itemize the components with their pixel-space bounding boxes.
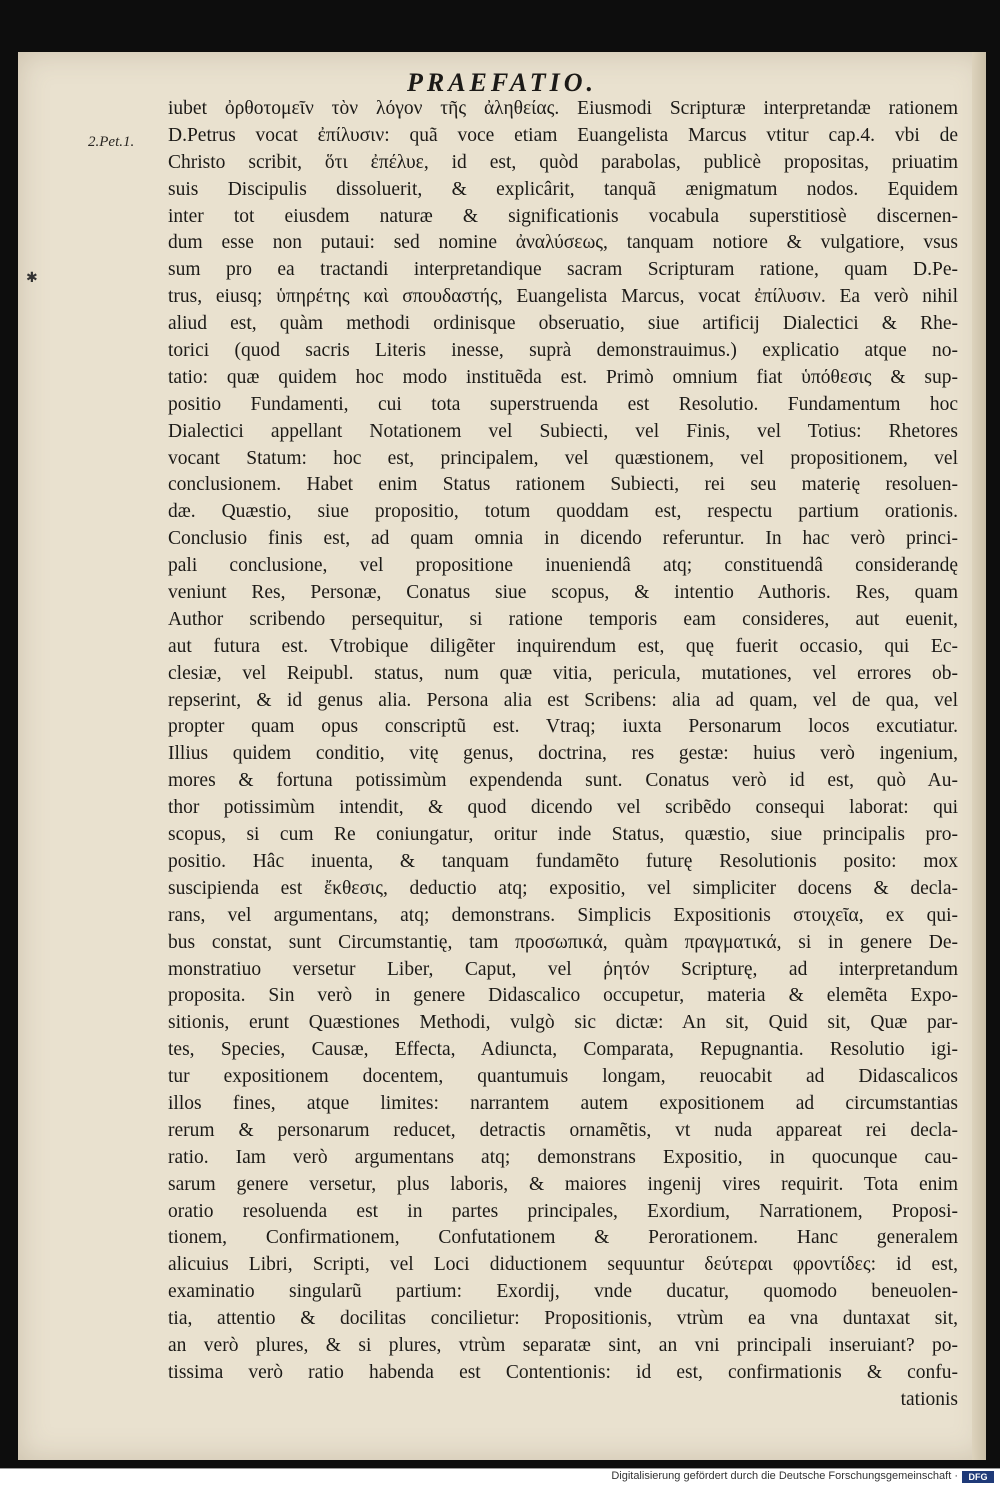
text-line: examinatio singularũ partium: Exordij, vnde ducatur, quomodo beneuolen- <box>168 1281 958 1303</box>
page-edge <box>972 52 986 1460</box>
text-line: Dialectici appellant Notationem vel Subiecti, vel Finis, vel Totius: Rhetores <box>168 420 958 442</box>
text-line: suis Discipulis dissoluerit, & explicârit, tanquã ænigmatum nodos. Equidem <box>168 178 958 200</box>
text-line: tur expositionem docentem, quantumuis longam, reuocabit ad Didascalicos <box>168 1066 958 1088</box>
text-line: ratio. Iam verò argumentans atq; demonstrans Expositio, in quocunque cau- <box>168 1146 958 1168</box>
text-line: Illius quidem conditio, vitę genus, doctrina, res gestæ: huius verò ingenium, <box>168 743 958 765</box>
text-line: positio Fundamenti, cui tota superstruenda est Resolutio. Fundamentum hoc <box>168 393 958 415</box>
text-line: an verò plures, & si plures, vtrùm separatæ sint, an vni principali inseruiant? po- <box>168 1334 958 1356</box>
text-line: proposita. Sin verò in genere Didascalico occupetur, materia & elemẽta Expo- <box>168 985 958 1007</box>
text-line: pali conclusione, vel propositione inueniendâ atq; constituendâ considerandę <box>168 555 958 577</box>
text-line: vocant Statum: hoc est, principalem, vel quæstionem, vel propositionem, vel <box>168 447 958 469</box>
text-line: aliud est, quàm methodi ordinisque obseruatio, siue artificij Dialectici & Rhe- <box>168 313 958 335</box>
body-text <box>168 96 958 1414</box>
text-line: monstratiuo versetur Liber, Caput, vel ῥητόν Scripturę, ad interpretandum <box>168 958 958 980</box>
text-line: mores & fortuna potissimùm expendenda sunt. Conatus verò id est, quò Au- <box>168 770 958 792</box>
margin-mark-icon: ✱ <box>26 271 38 286</box>
text-line: sarum genere versetur, plus laboris, & maiores ingenij vires requirit. Tota enim <box>168 1173 958 1195</box>
text-line: tes, Species, Causæ, Effecta, Adiuncta, Comparata, Repugnantia. Resolutio igi- <box>168 1039 958 1061</box>
text-line: illos fines, atque limites: narrantem autem expositionem ad circumstantias <box>168 1092 958 1114</box>
text-line: scopus, si cum Re coniungatur, oritur inde Status, quæstio, siue principalis pro- <box>168 824 958 846</box>
text-line: inter tot eiusdem naturæ & significationis vocabula superstitiosè discernen- <box>168 205 958 227</box>
text-line: veniunt Res, Personæ, Conatus siue scopus, & intentio Authoris. Res, quam <box>168 582 958 604</box>
text-line: dæ. Quæstio, siue propositio, totum quoddam est, respectu partium orationis. <box>168 501 958 523</box>
text-line: tationis <box>900 1388 958 1410</box>
text-line: positio. Hâc inuenta, & tanquam fundamẽto futurę Resolutionis posito: mox <box>168 850 958 872</box>
text-line: sum pro ea tractandi interpretandique sacram Scripturam ratione, quam D.Pe- <box>168 259 958 281</box>
running-head: PRAEFATIO. <box>406 68 598 97</box>
text-line: conclusionem. Habet enim Status rationem Subiecti, rei seu materię resoluen- <box>168 474 958 496</box>
text-line: suscipienda est ἔκθεσις, deductio atq; expositio, vel simpliciter docens & decla- <box>168 877 958 899</box>
book-page <box>18 52 986 1460</box>
funding-credit: Digitalisierung gefördert durch die Deutsche Forschungsgemeinschaft · <box>611 1470 958 1482</box>
text-line: tionem, Confirmationem, Confutationem & Perorationem. Hanc generalem <box>168 1227 958 1249</box>
text-line: torici (quod sacris Literis inesse, suprà demonstrauimus.) explicatio atque no- <box>168 340 958 362</box>
text-line: D.Petrus vocat ἐπίλυσιν: quã voce etiam Euangelista Marcus vtitur cap.4. vbi de <box>168 124 958 146</box>
margin-note: 2.Pet.1. <box>88 134 135 150</box>
text-line: Author scribendo persequitur, si ratione temporis eam consideres, aut euenit, <box>168 608 958 630</box>
text-line: Christo scribit, ὅτι ἐπέλυε, id est, quòd parabolas, publicè propositas, priuatim <box>168 151 958 173</box>
text-line: clesiæ, vel Reipubl. status, num quæ vitia, pericula, mutationes, vel errores ob- <box>168 662 958 684</box>
dfg-logo: DFG <box>962 1471 994 1483</box>
text-line: rerum & personarum reducet, detractis ornamẽtis, vt nuda appareat rei decla- <box>168 1119 958 1141</box>
text-line: rans, vel argumentans, atq; demonstrans. Simplicis Expositionis στοιχεῖα, ex qui- <box>168 904 958 926</box>
text-line: tissima verò ratio habenda est Contentionis: id est, confirmationis & confu- <box>168 1361 958 1383</box>
text-line: alicuius Libri, Scripti, vel Loci diductionem sequuntur δεύτεραι φροντίδες: id est, <box>168 1254 958 1276</box>
text-line: aut futura est. Vtrobique diligẽter inquirendum est, quę fuerit occasio, qui Ec- <box>168 635 958 657</box>
text-line: repserint, & id genus alia. Persona alia est Scribens: alia ad quam, vel de qua, vel <box>168 689 958 711</box>
text-line: propter quam opus conscriptũ est. Vtraq; iuxta Personarum locos excutiatur. <box>168 716 958 738</box>
text-line: sitionis, erunt Quæstiones Methodi, vulgò sic dictæ: An sit, Quid sit, Quæ par- <box>168 1012 958 1034</box>
text-line: bus constat, sunt Circumstantię, tam προσωπικά, quàm πραγματικά, si in genere De- <box>168 931 958 953</box>
text-line: tia, attentio & docilitas concilietur: Propositionis, vtrùm ea vna duntaxat sit, <box>168 1308 958 1330</box>
text-line: tatio: quæ quidem hoc modo instituẽda est. Primò omnium fiat ὑπόθεσις & sup- <box>168 366 958 388</box>
text-line: dum esse non putaui: sed nomine ἀναλύσεως, tanquam notiore & vulgatiore, vsus <box>168 232 958 254</box>
text-line: trus, eiusq; ὑπηρέτης καὶ σπουδαστής, Euangelista Marcus, vocat ἐπίλυσιν. Ea verò nihil <box>168 286 958 308</box>
text-line: iubet ὀρθοτομεῖν τὸν λόγον τῆς ἀληθείας. Eiusmodi Scripturæ interpretandæ rationem <box>168 98 958 119</box>
text-line: Conclusio finis est, ad quam omnia in dicendo referuntur. In hac verò princi- <box>168 528 958 550</box>
text-line: thor potissimùm intendit, & quod dicendo vel scribẽdo consequi laborat: qui <box>168 797 958 819</box>
text-line: oratio resoluenda est in partes principales, Exordium, Narrationem, Proposi- <box>168 1200 958 1222</box>
footer-bar <box>0 1468 1000 1486</box>
